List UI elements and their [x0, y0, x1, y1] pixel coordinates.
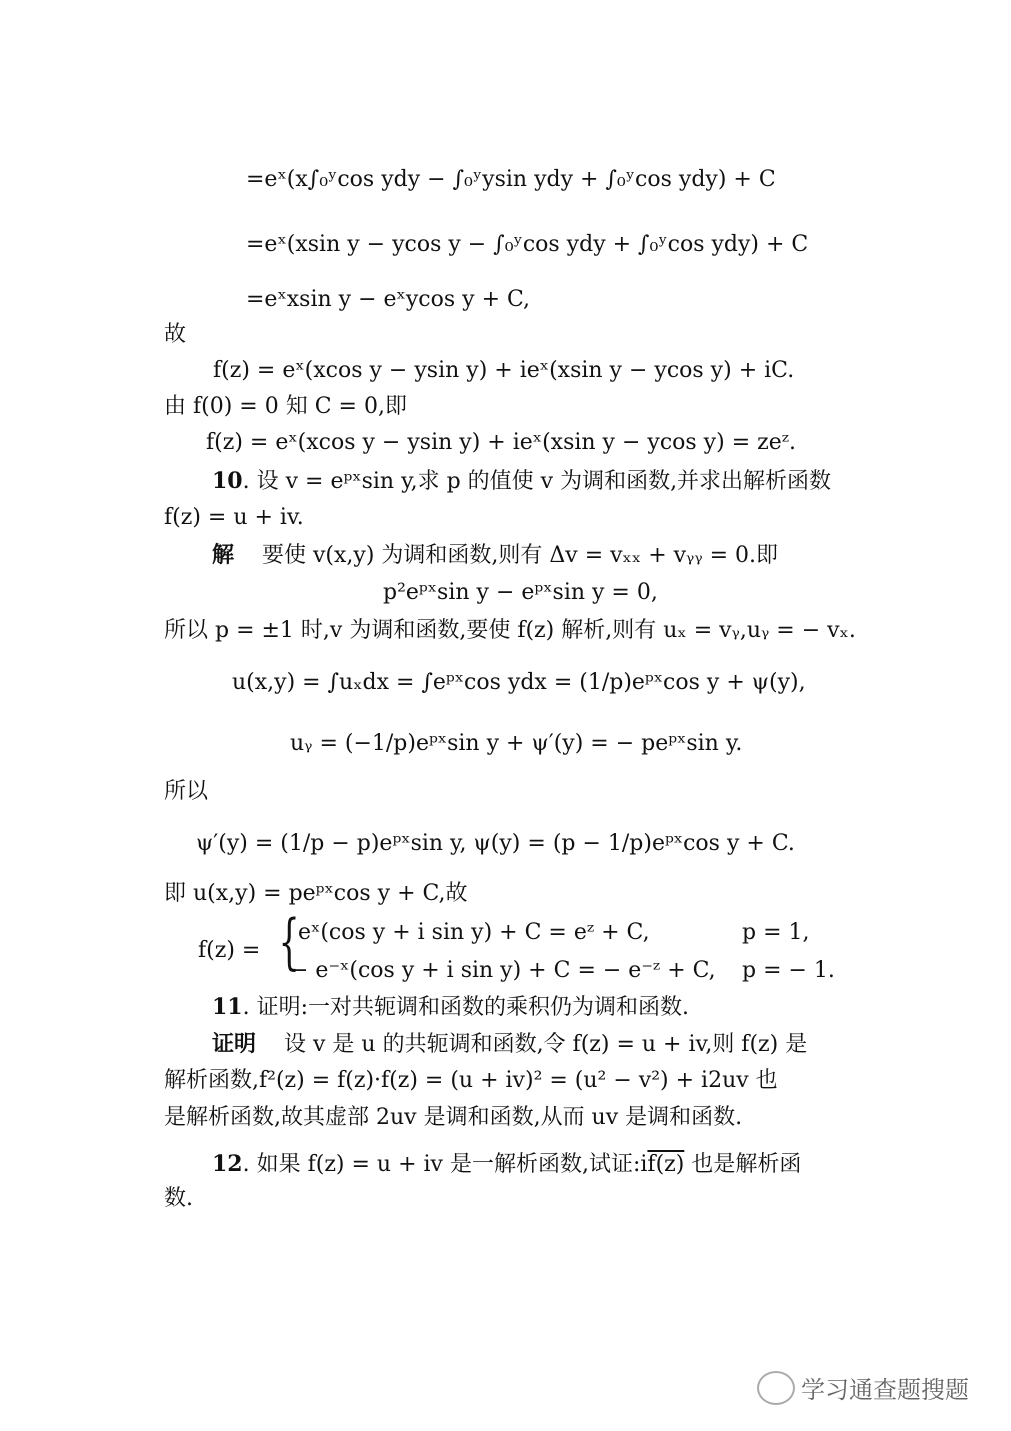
solution-line-3: 所以 p = ±1 时,v 为调和函数,要使 f(z) 解析,则有 uₓ = vᵧ,uᵧ = − vₓ. [164, 618, 856, 643]
solution-equation-1: p²eᵖˣsin y − eᵖˣsin y = 0, [383, 580, 658, 605]
solution-line-1: 解 要使 v(x,y) 为调和函数,则有 Δv = vₓₓ + vᵧᵧ = 0.即 [212, 542, 779, 568]
equation-fz-1: f(z) = eˣ(xcos y − ysin y) + ieˣ(xsin y − ycos y) + iC. [213, 358, 795, 383]
piecewise-case-1: eˣ(cos y + i sin y) + C = eᶻ + C, [298, 920, 650, 945]
solution-equation-psi: ψ′(y) = (1/p − p)eᵖˣsin y, ψ(y) = (p − 1/p)eᵖˣcos y + C. [196, 831, 795, 856]
watermark: 学习通查题搜题 [757, 1370, 969, 1405]
equation-line-1: =eˣ(x∫₀ʸcos ydy − ∫₀ʸysin ydy + ∫₀ʸcos ydy) + C [246, 167, 776, 192]
solution-equation-uy: uᵧ = (−1/p)eᵖˣsin y + ψ′(y) = − peᵖˣsin y. [290, 731, 743, 756]
conjugate-fz: f(z) [647, 1152, 685, 1177]
proof-line-3: 是解析函数,故其虚部 2uv 是调和函数,从而 uv 是调和函数. [164, 1105, 743, 1130]
problem-10: 10. 设 v = eᵖˣsin y,求 p 的值使 v 为调和函数,并求出解析函数 [212, 468, 832, 494]
equation-fz-2: f(z) = eˣ(xcos y − ysin y) + ieˣ(xsin y − ycos y) = zeᶻ. [206, 430, 796, 455]
problem-number: 10 [212, 468, 243, 494]
piecewise-cond-1: p = 1, [742, 920, 810, 945]
piecewise-case-2: − e⁻ˣ(cos y + i sin y) + C = − e⁻ᶻ + C, [290, 958, 716, 983]
solution-line-u: 即 u(x,y) = peᵖˣcos y + C,故 [164, 881, 468, 906]
proof-line-2: 解析函数,f²(z) = f(z)·f(z) = (u + iv)² = (u² − v²) + i2uv 也 [164, 1068, 778, 1093]
problem-10-cont: f(z) = u + iv. [164, 505, 304, 530]
solution-equation-u: u(x,y) = ∫uₓdx = ∫eᵖˣcos ydx = (1/p)eᵖˣcos y + ψ(y), [232, 670, 806, 695]
problem-12: 12. 如果 f(z) = u + iv 是一解析函数,试证:if(z) 也是解析函 [212, 1151, 802, 1177]
piecewise-lhs: f(z) = [198, 938, 261, 963]
wechat-icon [757, 1371, 795, 1405]
solution-label: 解 [212, 542, 235, 568]
piecewise-cond-2: p = − 1. [742, 958, 835, 983]
problem-12-cont: 数. [164, 1186, 193, 1211]
left-brace: { [278, 907, 300, 977]
equation-line-2: =eˣ(xsin y − ycos y − ∫₀ʸcos ydy + ∫₀ʸcos ydy) + C [246, 232, 809, 257]
problem-number: 11 [212, 994, 243, 1020]
proof-line-1: 证明 设 v 是 u 的共轭调和函数,令 f(z) = u + iv,则 f(z) 是 [212, 1031, 808, 1057]
equation-line-3: =eˣxsin y − eˣycos y + C, [246, 287, 531, 312]
text-condition: 由 f(0) = 0 知 C = 0,即 [164, 394, 407, 419]
text-suoyi: 所以 [164, 779, 209, 804]
problem-11: 11. 证明:一对共轭调和函数的乘积仍为调和函数. [212, 994, 690, 1020]
text-gu: 故 [164, 322, 187, 347]
problem-number: 12 [212, 1151, 243, 1177]
proof-label: 证明 [212, 1031, 257, 1057]
